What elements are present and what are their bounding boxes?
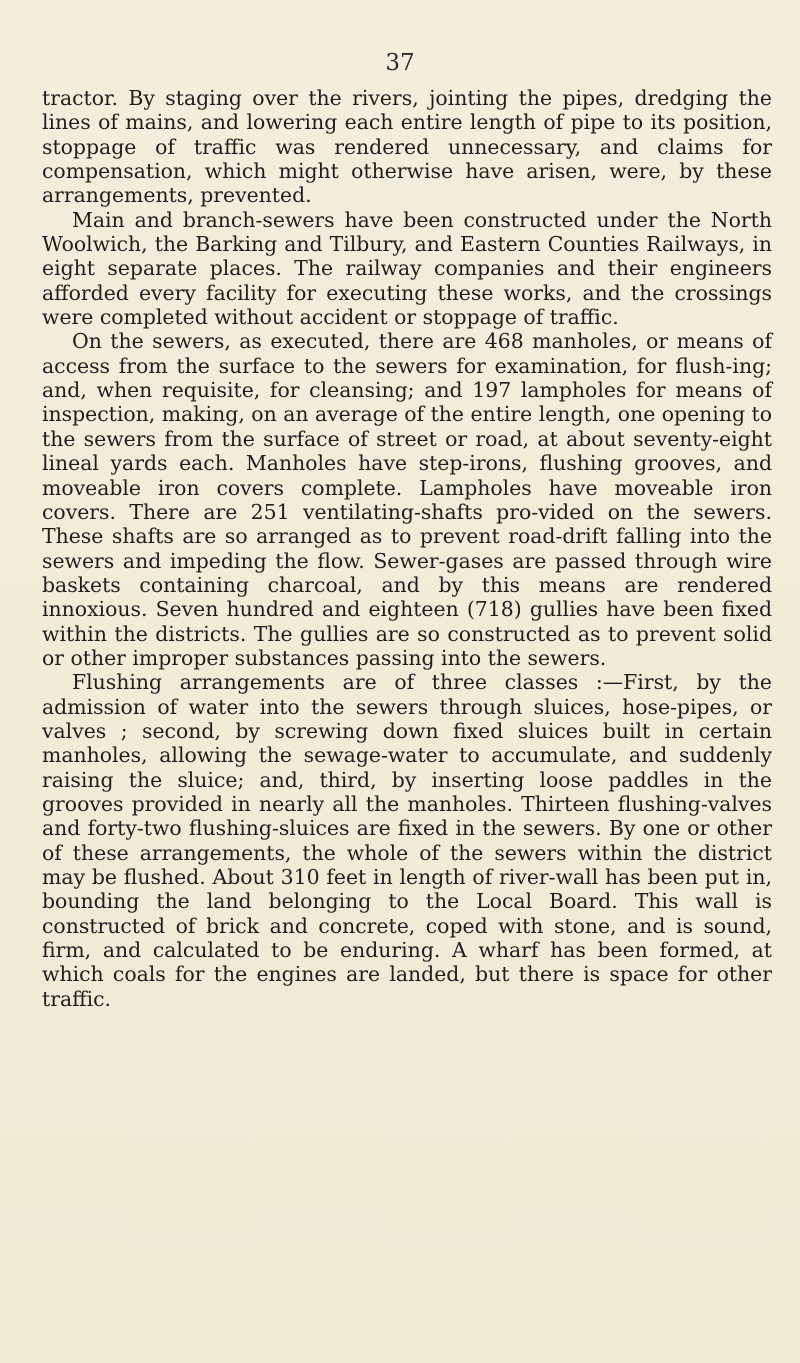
page-number: 37 — [385, 50, 415, 76]
paragraph-manholes: On the sewers, as executed, there are 468 manholes, or means of access from the surface to the sewers for examination, for flush-ing; and, when requisite, for cleansing; and 197 lampholes for means of inspection, making, on an average of the entire length, one opening to the sewers from the surface of street or road, at about seventy-eight lineal yards each. Manholes have step-irons, flushing grooves, and moveable iron covers complete. Lampholes have moveable iron covers. There are 251 ventilating-shafts pro-vided on the sewers. These shafts are so arranged as to prevent road-drift falling into the sewers and impeding the flow. Sewer-gases are passed through wire baskets containing charcoal, and by this means are rendered innoxious. Seven hundred and eighteen (718) gullies have been fixed within the districts. The gullies are so constructed as to prevent solid or other improper substances passing into the sewers. — [42, 329, 772, 670]
paragraph-flushing: Flushing arrangements are of three classes :—First, by the admission of water into the sewers through sluices, hose-pipes, or valves ; second, by screwing down fixed sluices built in certain manholes, allowing the sewage-water to accumulate, and suddenly raising the sluice; and, third, by inserting loose paddles in the grooves provided in nearly all the manholes. Thirteen flushing-valves and forty-two flushing-sluices are fixed in the sewers. By one or other of these arrangements, the whole of the sewers within the district may be flushed. About 310 feet in length of river-wall has been put in, bounding the land belonging to the Local Board. This wall is constructed of brick and concrete, coped with stone, and is sound, firm, and calculated to be enduring. A wharf has been formed, at which coals for the engines are landed, but there is space for other traffic. — [42, 670, 772, 1011]
paragraph-continued: tractor. By staging over the rivers, jointing the pipes, dredging the lines of mains, and lowering each entire length of pipe to its position, stoppage of traffic was rendered unnecessary, and claims for compensation, which might otherwise have arisen, were, by these arrangements, prevented. — [42, 86, 772, 208]
paragraph-railway-crossings: Main and branch-sewers have been constructed under the North Woolwich, the Barking and Tilbury, and Eastern Counties Railways, in eight separate places. The railway companies and their engineers afforded every facility for executing these works, and the crossings were completed without accident or stoppage of traffic. — [42, 207, 772, 330]
body-text — [42, 86, 772, 1011]
